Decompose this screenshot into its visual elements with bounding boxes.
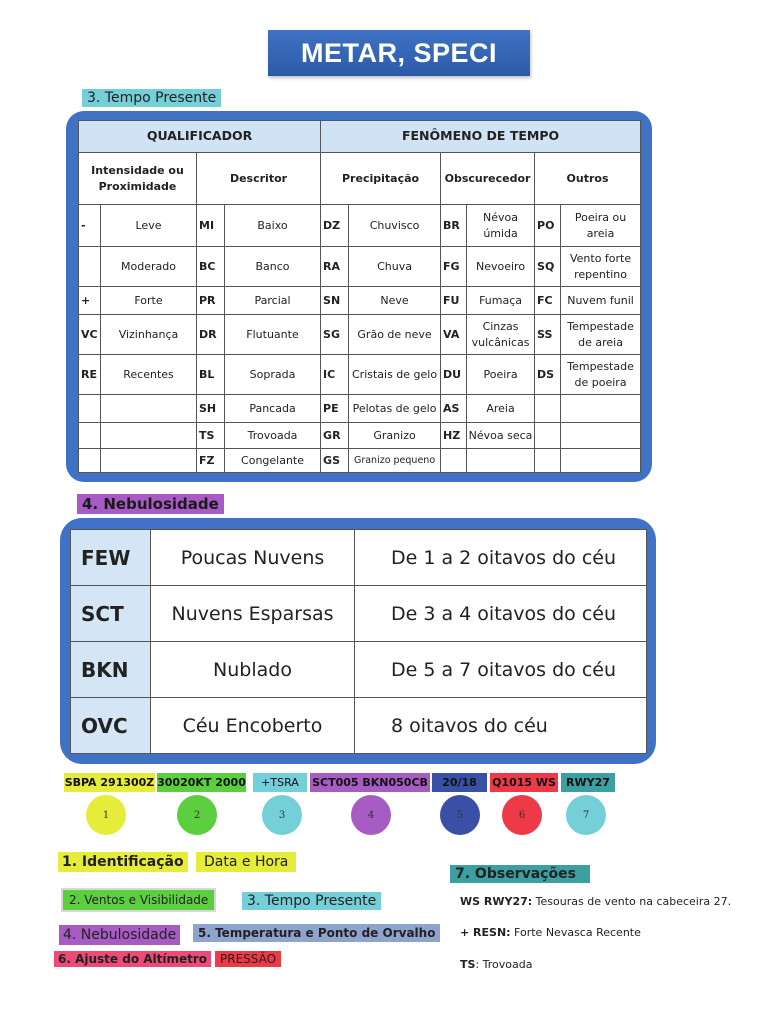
subheader-intensidade: Intensidade ou Proximidade (79, 153, 197, 205)
descriptor-code: PR (197, 287, 225, 315)
descriptor-code: BL (197, 355, 225, 395)
other-label: Poeira ou areia (561, 205, 641, 247)
legend-item-2: 2. Ventos e Visibilidade (61, 888, 216, 912)
other-code (535, 395, 561, 423)
precipitation-label: Grão de neve (349, 315, 441, 355)
descriptor-code: SH (197, 395, 225, 423)
precipitation-code: GR (321, 423, 349, 449)
part-number-circle-3: 3 (262, 795, 302, 835)
part-number-circle-6: 6 (502, 795, 542, 835)
observation-code-3: TS (460, 958, 476, 971)
intensity-code (79, 395, 101, 423)
tempo-presente-table (78, 120, 641, 473)
descriptor-label: Soprada (225, 355, 321, 395)
descriptor-code: TS (197, 423, 225, 449)
other-code (535, 423, 561, 449)
precipitation-label: Chuva (349, 247, 441, 287)
other-code: PO (535, 205, 561, 247)
legend-item-3: 3. Tempo Presente (242, 892, 381, 910)
precipitation-label: Neve (349, 287, 441, 315)
obscurer-code: FU (441, 287, 467, 315)
table-row (79, 449, 641, 473)
cloud-name: Nuvens Esparsas (151, 586, 355, 642)
obscurer-label: Poeira (467, 355, 535, 395)
table-row (71, 530, 647, 586)
observation-code-2: + RESN: (460, 926, 511, 939)
part-number-circle-5: 5 (440, 795, 480, 835)
other-code: SS (535, 315, 561, 355)
legend-item-6: 6. Ajuste do Altímetro (54, 951, 211, 967)
message-part-5: 20/18 (432, 773, 487, 792)
precipitation-code: GS (321, 449, 349, 473)
intensity-code: RE (79, 355, 101, 395)
table-row (79, 355, 641, 395)
table-row (79, 315, 641, 355)
cloud-code: OVC (71, 698, 151, 754)
obscurer-label: Fumaça (467, 287, 535, 315)
nebulosidade-table (70, 529, 647, 754)
descriptor-code: BC (197, 247, 225, 287)
cloud-name: Nublado (151, 642, 355, 698)
other-label (561, 395, 641, 423)
part-number-circle-7: 7 (566, 795, 606, 835)
tempo-presente-body (79, 205, 641, 473)
intensity-code (79, 449, 101, 473)
other-label (561, 449, 641, 473)
precipitation-label: Cristais de gelo (349, 355, 441, 395)
intensity-label: Forte (101, 287, 197, 315)
subheader-outros: Outros (535, 153, 641, 205)
descriptor-label: Pancada (225, 395, 321, 423)
descriptor-code: DR (197, 315, 225, 355)
intensity-label (101, 449, 197, 473)
table-row (79, 205, 641, 247)
obscurer-label (467, 449, 535, 473)
intensity-code (79, 423, 101, 449)
cloud-description: De 5 a 7 oitavos do céu (355, 642, 647, 698)
obscurer-label: Cinzas vulcânicas (467, 315, 535, 355)
precipitation-code: SN (321, 287, 349, 315)
tempo-presente-frame (66, 111, 652, 482)
intensity-label (101, 423, 197, 449)
observation-item-1 (460, 895, 731, 908)
intensity-label: Leve (101, 205, 197, 247)
other-label: Nuvem funil (561, 287, 641, 315)
subheader-descritor: Descritor (197, 153, 321, 205)
message-part-3: +TSRA (253, 773, 307, 792)
legend-item-4: 4. Nebulosidade (59, 925, 180, 945)
part-number-circle-4: 4 (351, 795, 391, 835)
cloud-name: Céu Encoberto (151, 698, 355, 754)
table-row (71, 698, 647, 754)
message-part-6: Q1015 WS (490, 773, 558, 792)
part-number-circle-2: 2 (177, 795, 217, 835)
precipitation-code: PE (321, 395, 349, 423)
intensity-code: + (79, 287, 101, 315)
descriptor-code: FZ (197, 449, 225, 473)
part-number-circle-1: 1 (86, 795, 126, 835)
cloud-code: SCT (71, 586, 151, 642)
table-row (71, 586, 647, 642)
section-4-label: 4. Nebulosidade (77, 494, 224, 514)
precipitation-label: Chuvisco (349, 205, 441, 247)
table-row (79, 287, 641, 315)
precipitation-code: SG (321, 315, 349, 355)
descriptor-label: Flutuante (225, 315, 321, 355)
obscurer-code: FG (441, 247, 467, 287)
cloud-description: 8 oitavos do céu (355, 698, 647, 754)
header-fenomeno: FENÔMENO DE TEMPO (321, 121, 641, 153)
legend-item-6b: PRESSÃO (215, 951, 281, 967)
legend-item-5: 5. Temperatura e Ponto de Orvalho (193, 924, 440, 942)
descriptor-label: Baixo (225, 205, 321, 247)
descriptor-label: Banco (225, 247, 321, 287)
nebulosidade-body (71, 530, 647, 754)
message-part-2: 30020KT 2000 (157, 773, 246, 792)
intensity-label: Vizinhança (101, 315, 197, 355)
obscurer-label: Névoa seca (467, 423, 535, 449)
nebulosidade-frame (60, 518, 656, 764)
precipitation-label: Granizo (349, 423, 441, 449)
obscurer-code: VA (441, 315, 467, 355)
other-code: FC (535, 287, 561, 315)
header-qualificador: QUALIFICADOR (79, 121, 321, 153)
intensity-label (101, 395, 197, 423)
other-label: Vento forte repentino (561, 247, 641, 287)
other-label (561, 423, 641, 449)
intensity-code (79, 247, 101, 287)
obscurer-code (441, 449, 467, 473)
table-row (79, 395, 641, 423)
intensity-label: Moderado (101, 247, 197, 287)
observation-item-2 (460, 926, 641, 939)
observation-item-3 (460, 958, 532, 971)
obscurer-label: Areia (467, 395, 535, 423)
obscurer-code: DU (441, 355, 467, 395)
precipitation-code: DZ (321, 205, 349, 247)
precipitation-code: RA (321, 247, 349, 287)
descriptor-code: MI (197, 205, 225, 247)
precipitation-label: Granizo pequeno (349, 449, 441, 473)
obscurer-label: Névoa úmida (467, 205, 535, 247)
section-3-label: 3. Tempo Presente (82, 89, 221, 107)
other-code: DS (535, 355, 561, 395)
observation-text-2: Forte Nevasca Recente (510, 926, 641, 939)
message-part-4: SCT005 BKN050CB (310, 773, 430, 792)
observation-code-1: WS RWY27: (460, 895, 533, 908)
legend-item-1: 1. Identificação (58, 852, 188, 872)
other-label: Tempestade de poeira (561, 355, 641, 395)
intensity-code: - (79, 205, 101, 247)
cloud-description: De 1 a 2 oitavos do céu (355, 530, 647, 586)
cloud-name: Poucas Nuvens (151, 530, 355, 586)
table-row (79, 423, 641, 449)
table-row (71, 642, 647, 698)
observation-text-1: Tesouras de vento na cabeceira 27. (532, 895, 732, 908)
cloud-code: BKN (71, 642, 151, 698)
cloud-description: De 3 a 4 oitavos do céu (355, 586, 647, 642)
obscurer-code: BR (441, 205, 467, 247)
message-part-1: SBPA 291300Z (64, 773, 155, 792)
precipitation-label: Pelotas de gelo (349, 395, 441, 423)
descriptor-label: Parcial (225, 287, 321, 315)
subheader-precipitacao: Precipitação (321, 153, 441, 205)
message-part-7: RWY27 (561, 773, 615, 792)
intensity-label: Recentes (101, 355, 197, 395)
table-row (79, 247, 641, 287)
precipitation-code: IC (321, 355, 349, 395)
observations-label: 7. Observações (450, 865, 590, 883)
observation-text-3: : Trovoada (475, 958, 533, 971)
intensity-code: VC (79, 315, 101, 355)
descriptor-label: Congelante (225, 449, 321, 473)
page-title: METAR, SPECI (268, 30, 530, 76)
subheader-obscurecedor: Obscurecedor (441, 153, 535, 205)
other-code (535, 449, 561, 473)
obscurer-label: Nevoeiro (467, 247, 535, 287)
descriptor-label: Trovoada (225, 423, 321, 449)
cloud-code: FEW (71, 530, 151, 586)
obscurer-code: HZ (441, 423, 467, 449)
other-code: SQ (535, 247, 561, 287)
obscurer-code: AS (441, 395, 467, 423)
other-label: Tempestade de areia (561, 315, 641, 355)
legend-item-1b: Data e Hora (196, 852, 296, 872)
